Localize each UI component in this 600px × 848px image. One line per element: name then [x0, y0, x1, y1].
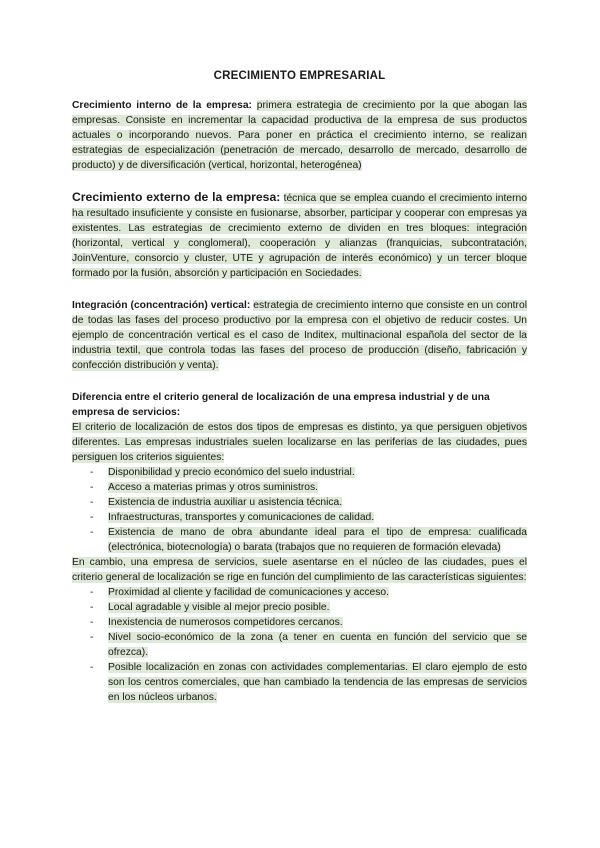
section-heading-diferencia: Diferencia entre el criterio general de localización de una empresa industrial y de una empresa de servicios: [72, 392, 490, 418]
list-item-text: Infraestructuras, transportes y comunicaciones de calidad. [108, 512, 375, 523]
dash-bullet: - [90, 587, 94, 598]
list-item [90, 465, 527, 480]
dash-bullet: - [90, 467, 94, 478]
list-item [90, 585, 527, 600]
dash-bullet: - [90, 602, 94, 613]
term-integracion-vertical: Integración (concentración) vertical: [72, 300, 251, 311]
dash-bullet: - [90, 482, 94, 493]
dash-bullet: - [90, 512, 94, 523]
definition-crecimiento-interno: primera estrategia de crecimiento por la que abogan las empresas. Consiste en incrementar la capacidad productiva de la empresa de sus productos actuales o incorporando nuevos. Para poner en práctica el crecimiento interno, se realizan estrategias de especialización (penetración de mercado, desarrollo de mercado, desarrollo de producto) y de diversificación (vertical, horizontal, heterogénea) [72, 100, 527, 171]
text-services-intro: En cambio, una empresa de servicios, suele asentarse en el núcleo de las ciudades, pues el criterio general de localización se rige en función del cumplimiento de las características siguientes: [72, 557, 527, 583]
paragraph-diferencia-intro [72, 420, 527, 465]
list-item-text: Acceso a materias primas y otros suministros. [108, 482, 319, 493]
dash-bullet: - [90, 632, 94, 643]
list-item [90, 630, 527, 660]
list-item-text: Local agradable y visible al mejor precio posible. [108, 602, 330, 613]
list-item [90, 600, 527, 615]
paragraph-crecimiento-externo [72, 190, 527, 281]
term-crecimiento-interno: Crecimiento interno de la empresa: [72, 100, 252, 111]
list-item [90, 660, 527, 705]
paragraph-services-intro [72, 555, 527, 585]
paragraph-integracion-vertical [72, 298, 527, 373]
page-title: CRECIMIENTO EMPRESARIAL [213, 70, 386, 82]
paragraph-crecimiento-interno [72, 98, 527, 173]
list-item [90, 495, 527, 510]
list-item [90, 525, 527, 555]
list-item [90, 480, 527, 495]
list-item-text: Existencia de industria auxiliar u asistencia técnica. [108, 497, 343, 508]
term-crecimiento-externo: Crecimiento externo de la empresa: [72, 190, 281, 204]
definition-crecimiento-externo: técnica que se emplea cuando el crecimiento interno ha resultado insuficiente y consiste en fusionarse, absorber, participar y cooperar con empresas ya existentes. Las estrategias de crecimiento externo de dividen en tres bloques: integración (horizontal, vertical y conglomeral), cooperación y alianzas (franquicias, subcontratación, JoinVenture, consorcio y cluster, UTE y agrupación de interés económico) y un tercer bloque formado por la fusión, absorción y participación en Sociedades. [72, 193, 527, 279]
dash-bullet: - [90, 497, 94, 508]
list-item-text: Nivel socio-económico de la zona (a tener en cuenta en función del servicio que se ofrezca). [108, 632, 527, 658]
dash-bullet: - [90, 617, 94, 628]
list-item-text: Disponibilidad y precio económico del suelo industrial. [108, 467, 355, 478]
list-item [90, 510, 527, 525]
list-item-text: Proximidad al cliente y facilidad de comunicaciones y acceso. [108, 587, 390, 598]
list-item-text: Posible localización en zonas con actividades complementarias. El claro ejemplo de esto son los centros comerciales, que han cambiado la tendencia de las empresas de servicios en los núcleos urbanos. [108, 662, 527, 703]
list-item-text: Inexistencia de numerosos competidores cercanos. [108, 617, 343, 628]
dash-bullet: - [90, 527, 94, 538]
list-item [90, 615, 527, 630]
text-diferencia-intro: El criterio de localización de estos dos tipos de empresas es distinto, ya que persiguen objetivos diferentes. Las empresas industriales suelen localizarse en las periferias de las ciudades, pues persiguen los criterios siguientes: [72, 422, 527, 463]
list-industrial-criteria [72, 465, 527, 555]
list-services-criteria [72, 585, 527, 705]
dash-bullet: - [90, 662, 94, 673]
list-item-text: Existencia de mano de obra abundante ideal para el tipo de empresa: cualificada (electrónica, biotecnología) o barata (trabajos que no requieren de formación elevada) [108, 527, 527, 553]
definition-integracion-vertical: estrategia de crecimiento interno que consiste en un control de todas las fases del proceso productivo por la empresa con el objetivo de reducir costes. Un ejemplo de concentración vertical es el caso de Inditex, multinacional española del sector de la industria textil, que controla todas las fases del proceso de producción (diseño, fabricación y confección distribución y venta). [72, 300, 527, 371]
